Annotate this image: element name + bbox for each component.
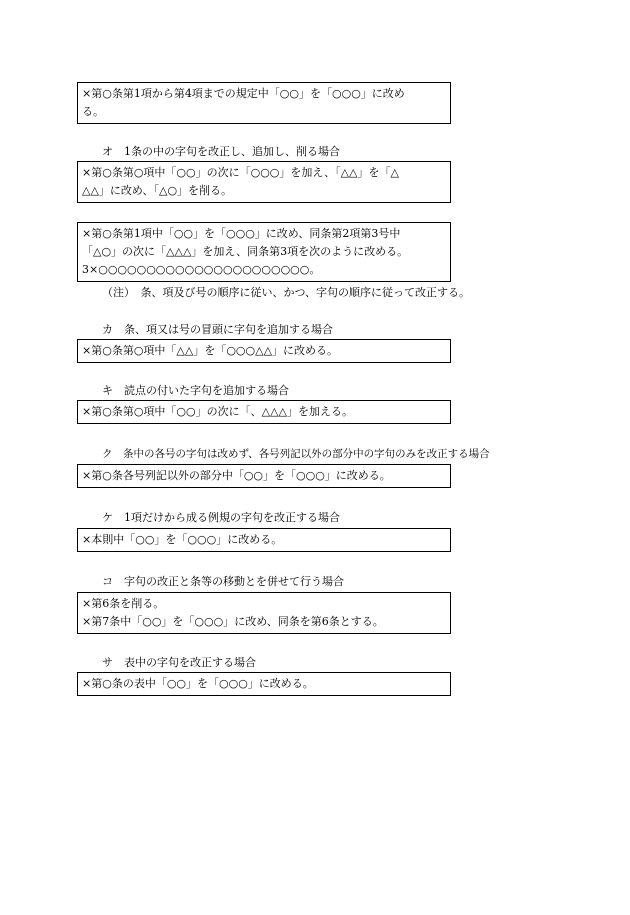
amendment-line: ×第○条第○項中「△△」を「○○○△△」に改める。 [82, 344, 339, 357]
amendment-line: ×第○条第1項から第4項までの規定中「○○」を「○○○」に改め [82, 87, 405, 100]
amendment-box-1 [77, 82, 451, 124]
amendment-line: ×本則中「○○」を「○○○」に改める。 [82, 533, 283, 546]
amendment-line: 3×○○○○○○○○○○○○○○○○○○○○○○。 [82, 263, 321, 276]
amendment-line: ×第○条第1項中「○○」を「○○○」に改め、同条第2項第3号中 [82, 227, 401, 240]
section-heading-sa: サ 表中の字句を改正する場合 [102, 656, 256, 669]
section-heading-ki: キ 読点の付いた字句を追加する場合 [102, 384, 289, 397]
section-heading-ke: ケ 1項だけから成る例規の字句を改正する場合 [102, 511, 340, 524]
amendment-line: ×第7条中「○○」を「○○○」に改め、同条を第6条とする。 [82, 615, 384, 628]
amendment-line: ×第6条を削る。 [82, 597, 165, 610]
amendment-box-9 [77, 672, 451, 696]
amendment-line: 「△○」の次に「△△△」を加え、同条第3項を次のように改める。 [82, 245, 409, 258]
amendment-line: △△」に改め、「△○」を削る。 [82, 184, 233, 197]
section-heading-ka: カ 条、項又は号の冒頭に字句を追加する場合 [102, 323, 333, 336]
amendment-line: る。 [82, 105, 104, 118]
amendment-box-3 [77, 222, 451, 282]
section-heading-o: オ 1条の中の字句を改正し、追加し、削る場合 [102, 145, 340, 158]
amendment-line: ×第○条の表中「○○」を「○○○」に改める。 [82, 677, 314, 690]
amendment-box-2 [77, 161, 451, 203]
section-heading-ko: コ 字句の改正と条等の移動とを併せて行う場合 [102, 575, 344, 588]
amendment-box-5 [77, 400, 451, 424]
amendment-line: ×第○条第○項中「○○」の次に「○○○」を加え、「△△」を「△ [82, 166, 399, 179]
note-text: （注） 条、項及び号の順序に従い、かつ、字句の順序に従って改正する。 [102, 286, 471, 299]
amendment-box-4 [77, 339, 451, 363]
amendment-line: ×第○条各号列記以外の部分中「○○」を「○○○」に改める。 [82, 469, 391, 482]
section-heading-ku: ク 条中の各号の字句は改めず、各号列記以外の部分中の字句のみを改正する場合 [102, 448, 490, 460]
amendment-line: ×第○条第○項中「○○」の次に「、△△△」を加える。 [82, 405, 353, 418]
amendment-box-6 [77, 464, 451, 488]
amendment-box-7 [77, 528, 451, 552]
amendment-box-8 [77, 592, 451, 634]
